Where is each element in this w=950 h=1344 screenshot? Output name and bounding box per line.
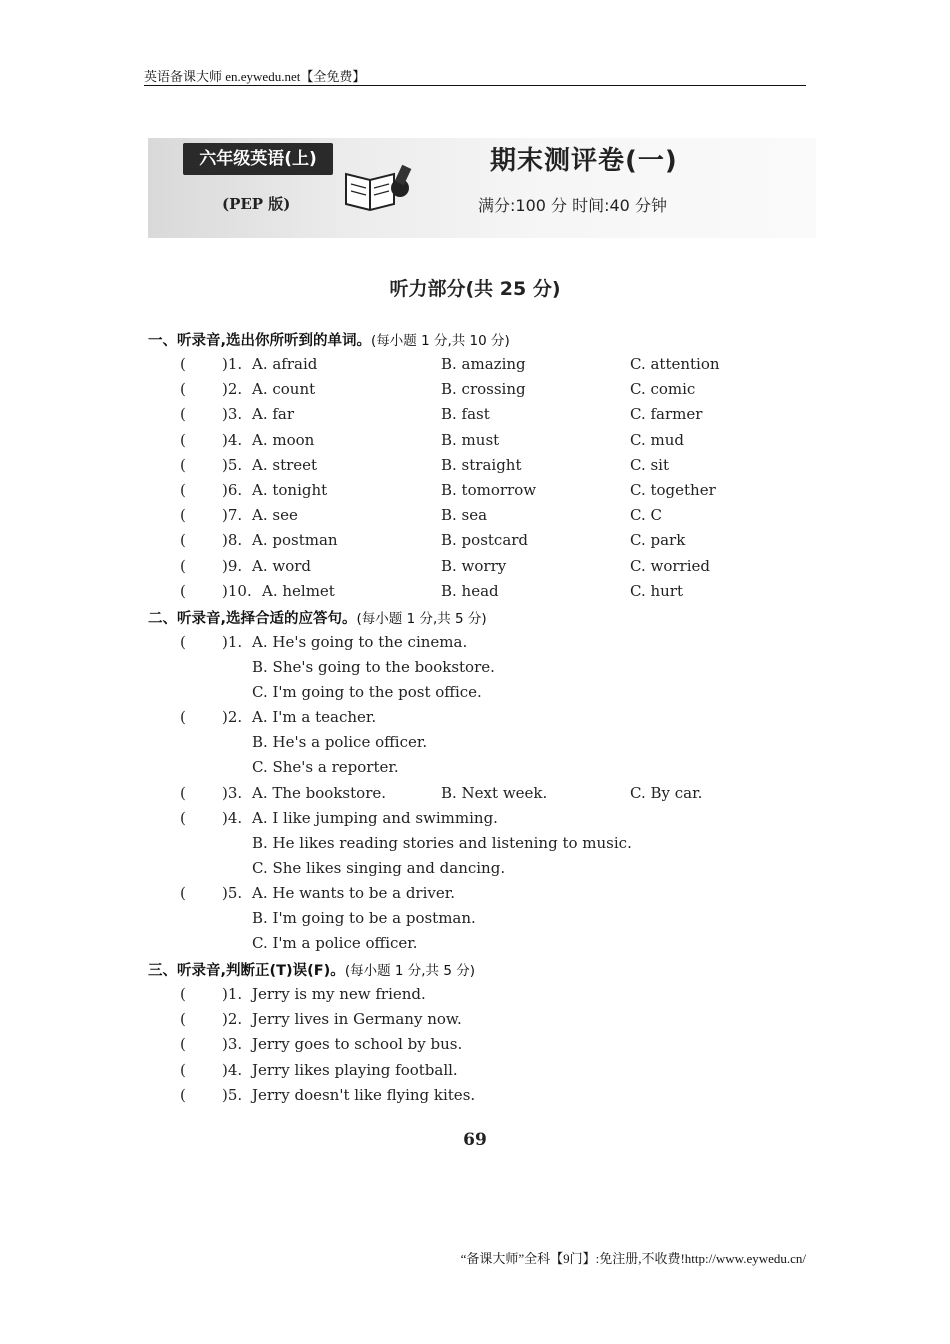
statement-text: Jerry lives in Germany now. xyxy=(252,1010,462,1029)
answer-paren[interactable]: ( xyxy=(180,985,186,1003)
option-c: C. I'm a police officer. xyxy=(252,934,418,952)
edition-label: (PEP 版) xyxy=(222,195,291,213)
option-b: B. tomorrow xyxy=(441,481,537,499)
option-b: B. straight xyxy=(441,455,522,474)
option-c: C. together xyxy=(630,481,716,499)
option-c: C. mud xyxy=(630,430,684,449)
grade-badge: 六年级英语(上) xyxy=(183,143,333,175)
option-a: A. word xyxy=(252,556,312,575)
answer-paren[interactable]: ( xyxy=(180,633,186,651)
section-title: 听力部分(共 25 分) xyxy=(389,278,561,300)
statement-text: Jerry likes playing football. xyxy=(252,1060,458,1079)
answer-paren[interactable]: ( xyxy=(180,556,186,575)
answer-paren[interactable]: ( xyxy=(180,1085,186,1104)
part3-heading xyxy=(148,959,475,980)
part1-heading xyxy=(148,329,510,350)
question-number: )5. xyxy=(222,1085,243,1104)
answer-paren[interactable]: ( xyxy=(180,481,186,499)
question-number: )5. xyxy=(222,455,243,474)
answer-paren[interactable]: ( xyxy=(180,884,186,902)
option-b: B. crossing xyxy=(441,380,526,399)
option-a: A. The bookstore. xyxy=(252,784,387,802)
option-b: B. postcard xyxy=(441,531,529,550)
answer-paren[interactable]: ( xyxy=(180,581,186,600)
page-number: 69 xyxy=(463,1130,487,1150)
option-c: C. hurt xyxy=(630,581,683,600)
question-number: )2. xyxy=(222,1010,243,1029)
option-a: A. postman xyxy=(252,531,338,550)
answer-paren[interactable]: ( xyxy=(180,531,186,550)
exam-meta: 满分:100 分 时间:40 分钟 xyxy=(478,196,667,215)
part1-heading-note: (每小题 1 分,共 10 分) xyxy=(371,333,510,349)
option-b: B. He likes reading stories and listening to music. xyxy=(252,834,632,852)
option-a: A. far xyxy=(252,405,295,424)
answer-paren[interactable]: ( xyxy=(180,708,186,726)
part1-heading-text: 一、听录音,选出你所听到的单词。 xyxy=(148,333,372,349)
option-a: A. see xyxy=(252,506,298,525)
exam-title: 期末测评卷(一) xyxy=(490,146,678,176)
option-c: C. I'm going to the post office. xyxy=(252,683,482,701)
answer-paren[interactable]: ( xyxy=(180,809,186,827)
statement-text: Jerry goes to school by bus. xyxy=(252,1035,463,1054)
question-number: )4. xyxy=(222,1060,243,1079)
answer-paren[interactable]: ( xyxy=(180,1060,186,1079)
question-number: )7. xyxy=(222,506,243,525)
option-b: B. worry xyxy=(441,556,507,575)
option-a: A. I'm a teacher. xyxy=(252,708,377,726)
question-number: )2. xyxy=(222,708,243,726)
option-b: B. I'm going to be a postman. xyxy=(252,909,476,927)
option-b: B. sea xyxy=(441,506,488,525)
answer-paren[interactable]: ( xyxy=(180,1010,186,1029)
option-c: C. farmer xyxy=(630,405,703,424)
statement-text: Jerry is my new friend. xyxy=(252,985,426,1003)
option-a: A. afraid xyxy=(252,355,318,373)
option-c: C. She's a reporter. xyxy=(252,758,399,776)
book-icon xyxy=(340,160,420,216)
question-number: )5. xyxy=(222,884,243,902)
part3-heading-note: (每小题 1 分,共 5 分) xyxy=(344,963,475,979)
option-b: B. She's going to the bookstore. xyxy=(252,658,495,676)
option-c: C. attention xyxy=(630,355,720,373)
option-a: A. tonight xyxy=(252,481,328,499)
option-a: A. He wants to be a driver. xyxy=(252,884,456,902)
question-number: )9. xyxy=(222,556,243,575)
question-number: )6. xyxy=(222,481,243,499)
site-header: 英语备课大师 en.eywedu.net【全免费】 xyxy=(144,69,366,84)
question-number: )1. xyxy=(222,633,243,651)
option-b: B. Next week. xyxy=(441,784,548,802)
option-c: C. park xyxy=(630,531,686,550)
question-number: )4. xyxy=(222,430,243,449)
option-b: B. amazing xyxy=(441,355,526,373)
option-a: A. He's going to the cinema. xyxy=(252,633,468,651)
answer-paren[interactable]: ( xyxy=(180,784,186,802)
option-a: A. count xyxy=(252,380,316,399)
option-a: A. street xyxy=(252,455,318,474)
part3-heading-text: 三、听录音,判断正(T)误(F)。 xyxy=(148,963,345,979)
question-number: )2. xyxy=(222,380,243,399)
question-number: )3. xyxy=(222,784,243,802)
answer-paren[interactable]: ( xyxy=(180,380,186,399)
option-a: A. I like jumping and swimming. xyxy=(252,809,498,827)
option-a: A. helmet xyxy=(262,581,335,600)
header-divider xyxy=(144,85,806,86)
answer-paren[interactable]: ( xyxy=(180,455,186,474)
option-b: B. must xyxy=(441,430,500,449)
answer-paren[interactable]: ( xyxy=(180,430,186,449)
part2-heading xyxy=(148,607,487,628)
question-number: )8. xyxy=(222,531,243,550)
answer-paren[interactable]: ( xyxy=(180,506,186,525)
site-footer: “备课大师”全科【9门】:免注册,不收费!http://www.eywedu.cn/ xyxy=(460,1251,806,1266)
question-number: )3. xyxy=(222,1035,243,1054)
question-number: )3. xyxy=(222,405,243,424)
answer-paren[interactable]: ( xyxy=(180,1035,186,1054)
option-b: B. fast xyxy=(441,405,490,424)
statement-text: Jerry doesn't like flying kites. xyxy=(252,1085,476,1104)
option-b: B. head xyxy=(441,581,499,600)
answer-paren[interactable]: ( xyxy=(180,405,186,424)
question-number: )1. xyxy=(222,985,243,1003)
option-c: C. By car. xyxy=(630,784,703,802)
option-c: C. sit xyxy=(630,455,670,474)
question-number: )4. xyxy=(222,809,243,827)
option-c: C. C xyxy=(630,506,662,525)
answer-paren[interactable]: ( xyxy=(180,355,186,373)
option-c: C. comic xyxy=(630,380,696,399)
part2-heading-text: 二、听录音,选择合适的应答句。 xyxy=(148,611,357,627)
question-number: )1. xyxy=(222,355,243,373)
option-c: C. worried xyxy=(630,556,710,575)
question-number: )10. xyxy=(222,581,252,600)
option-b: B. He's a police officer. xyxy=(252,733,428,751)
option-a: A. moon xyxy=(252,430,315,449)
part2-heading-note: (每小题 1 分,共 5 分) xyxy=(356,611,487,627)
option-c: C. She likes singing and dancing. xyxy=(252,859,506,877)
